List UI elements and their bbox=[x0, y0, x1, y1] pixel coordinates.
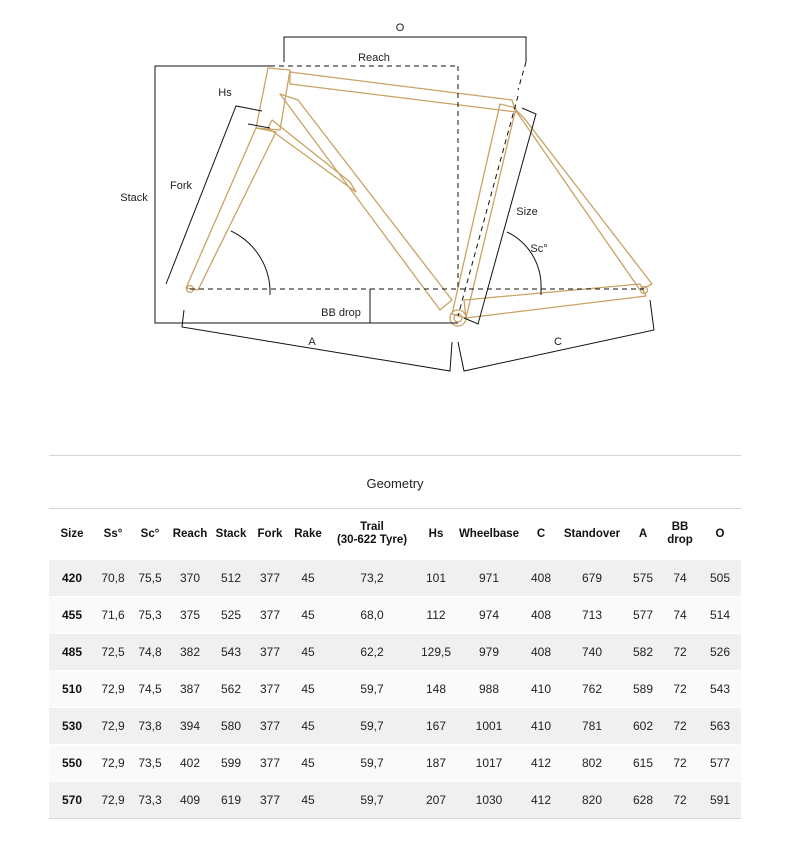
column-header: BB drop bbox=[661, 509, 699, 560]
table-cell: 73,8 bbox=[131, 708, 169, 745]
table-row bbox=[49, 634, 741, 671]
geometry-title: Geometry bbox=[49, 455, 741, 508]
size-cell: 485 bbox=[49, 634, 95, 671]
table-cell: 45 bbox=[289, 560, 327, 597]
label-bb-drop: BB drop bbox=[321, 307, 361, 319]
table-cell: 615 bbox=[625, 745, 661, 782]
table-cell: 402 bbox=[169, 745, 211, 782]
table-cell: 591 bbox=[699, 782, 741, 819]
table-cell: 112 bbox=[417, 597, 455, 634]
size-cell: 550 bbox=[49, 745, 95, 782]
table-cell: 377 bbox=[251, 745, 289, 782]
table-cell: 575 bbox=[625, 560, 661, 597]
table-cell: 979 bbox=[455, 634, 523, 671]
table-cell: 377 bbox=[251, 597, 289, 634]
table-cell: 101 bbox=[417, 560, 455, 597]
table-cell: 580 bbox=[211, 708, 251, 745]
table-cell: 72 bbox=[661, 745, 699, 782]
table-cell: 68,0 bbox=[327, 597, 417, 634]
table-cell: 1030 bbox=[455, 782, 523, 819]
table-cell: 59,7 bbox=[327, 782, 417, 819]
size-cell: 510 bbox=[49, 671, 95, 708]
table-cell: 71,6 bbox=[95, 597, 131, 634]
table-cell: 974 bbox=[455, 597, 523, 634]
table-cell: 377 bbox=[251, 708, 289, 745]
table-cell: 45 bbox=[289, 745, 327, 782]
label-a: A bbox=[308, 336, 316, 348]
geometry-table bbox=[49, 508, 741, 819]
table-cell: 562 bbox=[211, 671, 251, 708]
table-cell: 45 bbox=[289, 782, 327, 819]
table-cell: 74,5 bbox=[131, 671, 169, 708]
table-row bbox=[49, 782, 741, 819]
table-cell: 971 bbox=[455, 560, 523, 597]
table-cell: 599 bbox=[211, 745, 251, 782]
label-sc-angle: Sc° bbox=[530, 243, 548, 255]
label-c: C bbox=[554, 336, 562, 348]
table-cell: 602 bbox=[625, 708, 661, 745]
table-cell: 382 bbox=[169, 634, 211, 671]
table-cell: 72 bbox=[661, 671, 699, 708]
table-cell: 75,3 bbox=[131, 597, 169, 634]
geometry-table-body bbox=[49, 560, 741, 819]
table-cell: 72,9 bbox=[95, 745, 131, 782]
size-cell: 530 bbox=[49, 708, 95, 745]
column-header: A bbox=[625, 509, 661, 560]
column-header: Rake bbox=[289, 509, 327, 560]
table-row bbox=[49, 745, 741, 782]
table-cell: 74 bbox=[661, 560, 699, 597]
table-cell: 45 bbox=[289, 597, 327, 634]
table-cell: 820 bbox=[559, 782, 625, 819]
table-cell: 72,9 bbox=[95, 708, 131, 745]
table-row bbox=[49, 671, 741, 708]
table-cell: 62,2 bbox=[327, 634, 417, 671]
column-header: Size bbox=[49, 509, 95, 560]
column-header: C bbox=[523, 509, 559, 560]
label-reach: Reach bbox=[358, 52, 390, 64]
column-header: Sc° bbox=[131, 509, 169, 560]
geometry-section bbox=[49, 455, 741, 819]
table-cell: 679 bbox=[559, 560, 625, 597]
table-cell: 619 bbox=[211, 782, 251, 819]
table-cell: 72 bbox=[661, 634, 699, 671]
table-cell: 377 bbox=[251, 560, 289, 597]
geometry-header-row bbox=[49, 509, 741, 560]
column-header: Standover bbox=[559, 509, 625, 560]
table-cell: 377 bbox=[251, 782, 289, 819]
column-header: Wheelbase bbox=[455, 509, 523, 560]
table-cell: 72 bbox=[661, 782, 699, 819]
table-cell: 410 bbox=[523, 671, 559, 708]
table-cell: 75,5 bbox=[131, 560, 169, 597]
table-cell: 628 bbox=[625, 782, 661, 819]
table-cell: 589 bbox=[625, 671, 661, 708]
table-cell: 563 bbox=[699, 708, 741, 745]
table-cell: 377 bbox=[251, 671, 289, 708]
size-cell: 570 bbox=[49, 782, 95, 819]
table-cell: 59,7 bbox=[327, 671, 417, 708]
table-cell: 512 bbox=[211, 560, 251, 597]
table-cell: 45 bbox=[289, 634, 327, 671]
table-cell: 740 bbox=[559, 634, 625, 671]
table-cell: 377 bbox=[251, 634, 289, 671]
table-cell: 74 bbox=[661, 597, 699, 634]
label-o: O bbox=[395, 22, 405, 34]
column-header: Ss° bbox=[95, 509, 131, 560]
table-cell: 408 bbox=[523, 634, 559, 671]
table-cell: 408 bbox=[523, 560, 559, 597]
table-cell: 73,5 bbox=[131, 745, 169, 782]
table-cell: 781 bbox=[559, 708, 625, 745]
table-cell: 762 bbox=[559, 671, 625, 708]
label-hs: Hs bbox=[218, 87, 232, 99]
table-cell: 988 bbox=[455, 671, 523, 708]
table-cell: 802 bbox=[559, 745, 625, 782]
table-cell: 514 bbox=[699, 597, 741, 634]
column-header: Stack bbox=[211, 509, 251, 560]
table-cell: 70,8 bbox=[95, 560, 131, 597]
table-cell: 526 bbox=[699, 634, 741, 671]
column-header: Hs bbox=[417, 509, 455, 560]
table-row bbox=[49, 560, 741, 597]
table-cell: 543 bbox=[699, 671, 741, 708]
table-cell: 412 bbox=[523, 745, 559, 782]
column-header: Fork bbox=[251, 509, 289, 560]
table-cell: 74,8 bbox=[131, 634, 169, 671]
column-header: Trail (30-622 Tyre) bbox=[327, 509, 417, 560]
table-cell: 1001 bbox=[455, 708, 523, 745]
table-cell: 577 bbox=[699, 745, 741, 782]
table-cell: 582 bbox=[625, 634, 661, 671]
table-cell: 72,9 bbox=[95, 671, 131, 708]
table-cell: 543 bbox=[211, 634, 251, 671]
table-cell: 167 bbox=[417, 708, 455, 745]
table-cell: 59,7 bbox=[327, 708, 417, 745]
table-cell: 387 bbox=[169, 671, 211, 708]
table-cell: 59,7 bbox=[327, 745, 417, 782]
label-fork: Fork bbox=[170, 180, 192, 192]
table-cell: 505 bbox=[699, 560, 741, 597]
table-cell: 1017 bbox=[455, 745, 523, 782]
table-cell: 148 bbox=[417, 671, 455, 708]
table-cell: 187 bbox=[417, 745, 455, 782]
table-cell: 410 bbox=[523, 708, 559, 745]
table-cell: 713 bbox=[559, 597, 625, 634]
table-cell: 408 bbox=[523, 597, 559, 634]
table-cell: 72,9 bbox=[95, 782, 131, 819]
table-cell: 45 bbox=[289, 671, 327, 708]
table-cell: 394 bbox=[169, 708, 211, 745]
table-cell: 375 bbox=[169, 597, 211, 634]
size-cell: 420 bbox=[49, 560, 95, 597]
bike-frame-outline bbox=[186, 68, 652, 326]
table-row bbox=[49, 597, 741, 634]
column-header: O bbox=[699, 509, 741, 560]
table-cell: 370 bbox=[169, 560, 211, 597]
table-cell: 409 bbox=[169, 782, 211, 819]
label-size: Size bbox=[516, 206, 538, 218]
table-cell: 45 bbox=[289, 708, 327, 745]
table-cell: 129,5 bbox=[417, 634, 455, 671]
table-cell: 73,2 bbox=[327, 560, 417, 597]
table-row bbox=[49, 708, 741, 745]
table-cell: 207 bbox=[417, 782, 455, 819]
table-cell: 72 bbox=[661, 708, 699, 745]
table-cell: 525 bbox=[211, 597, 251, 634]
table-cell: 577 bbox=[625, 597, 661, 634]
column-header: Reach bbox=[169, 509, 211, 560]
label-stack: Stack bbox=[120, 192, 148, 204]
table-cell: 72,5 bbox=[95, 634, 131, 671]
size-cell: 455 bbox=[49, 597, 95, 634]
table-cell: 412 bbox=[523, 782, 559, 819]
table-cell: 73,3 bbox=[131, 782, 169, 819]
